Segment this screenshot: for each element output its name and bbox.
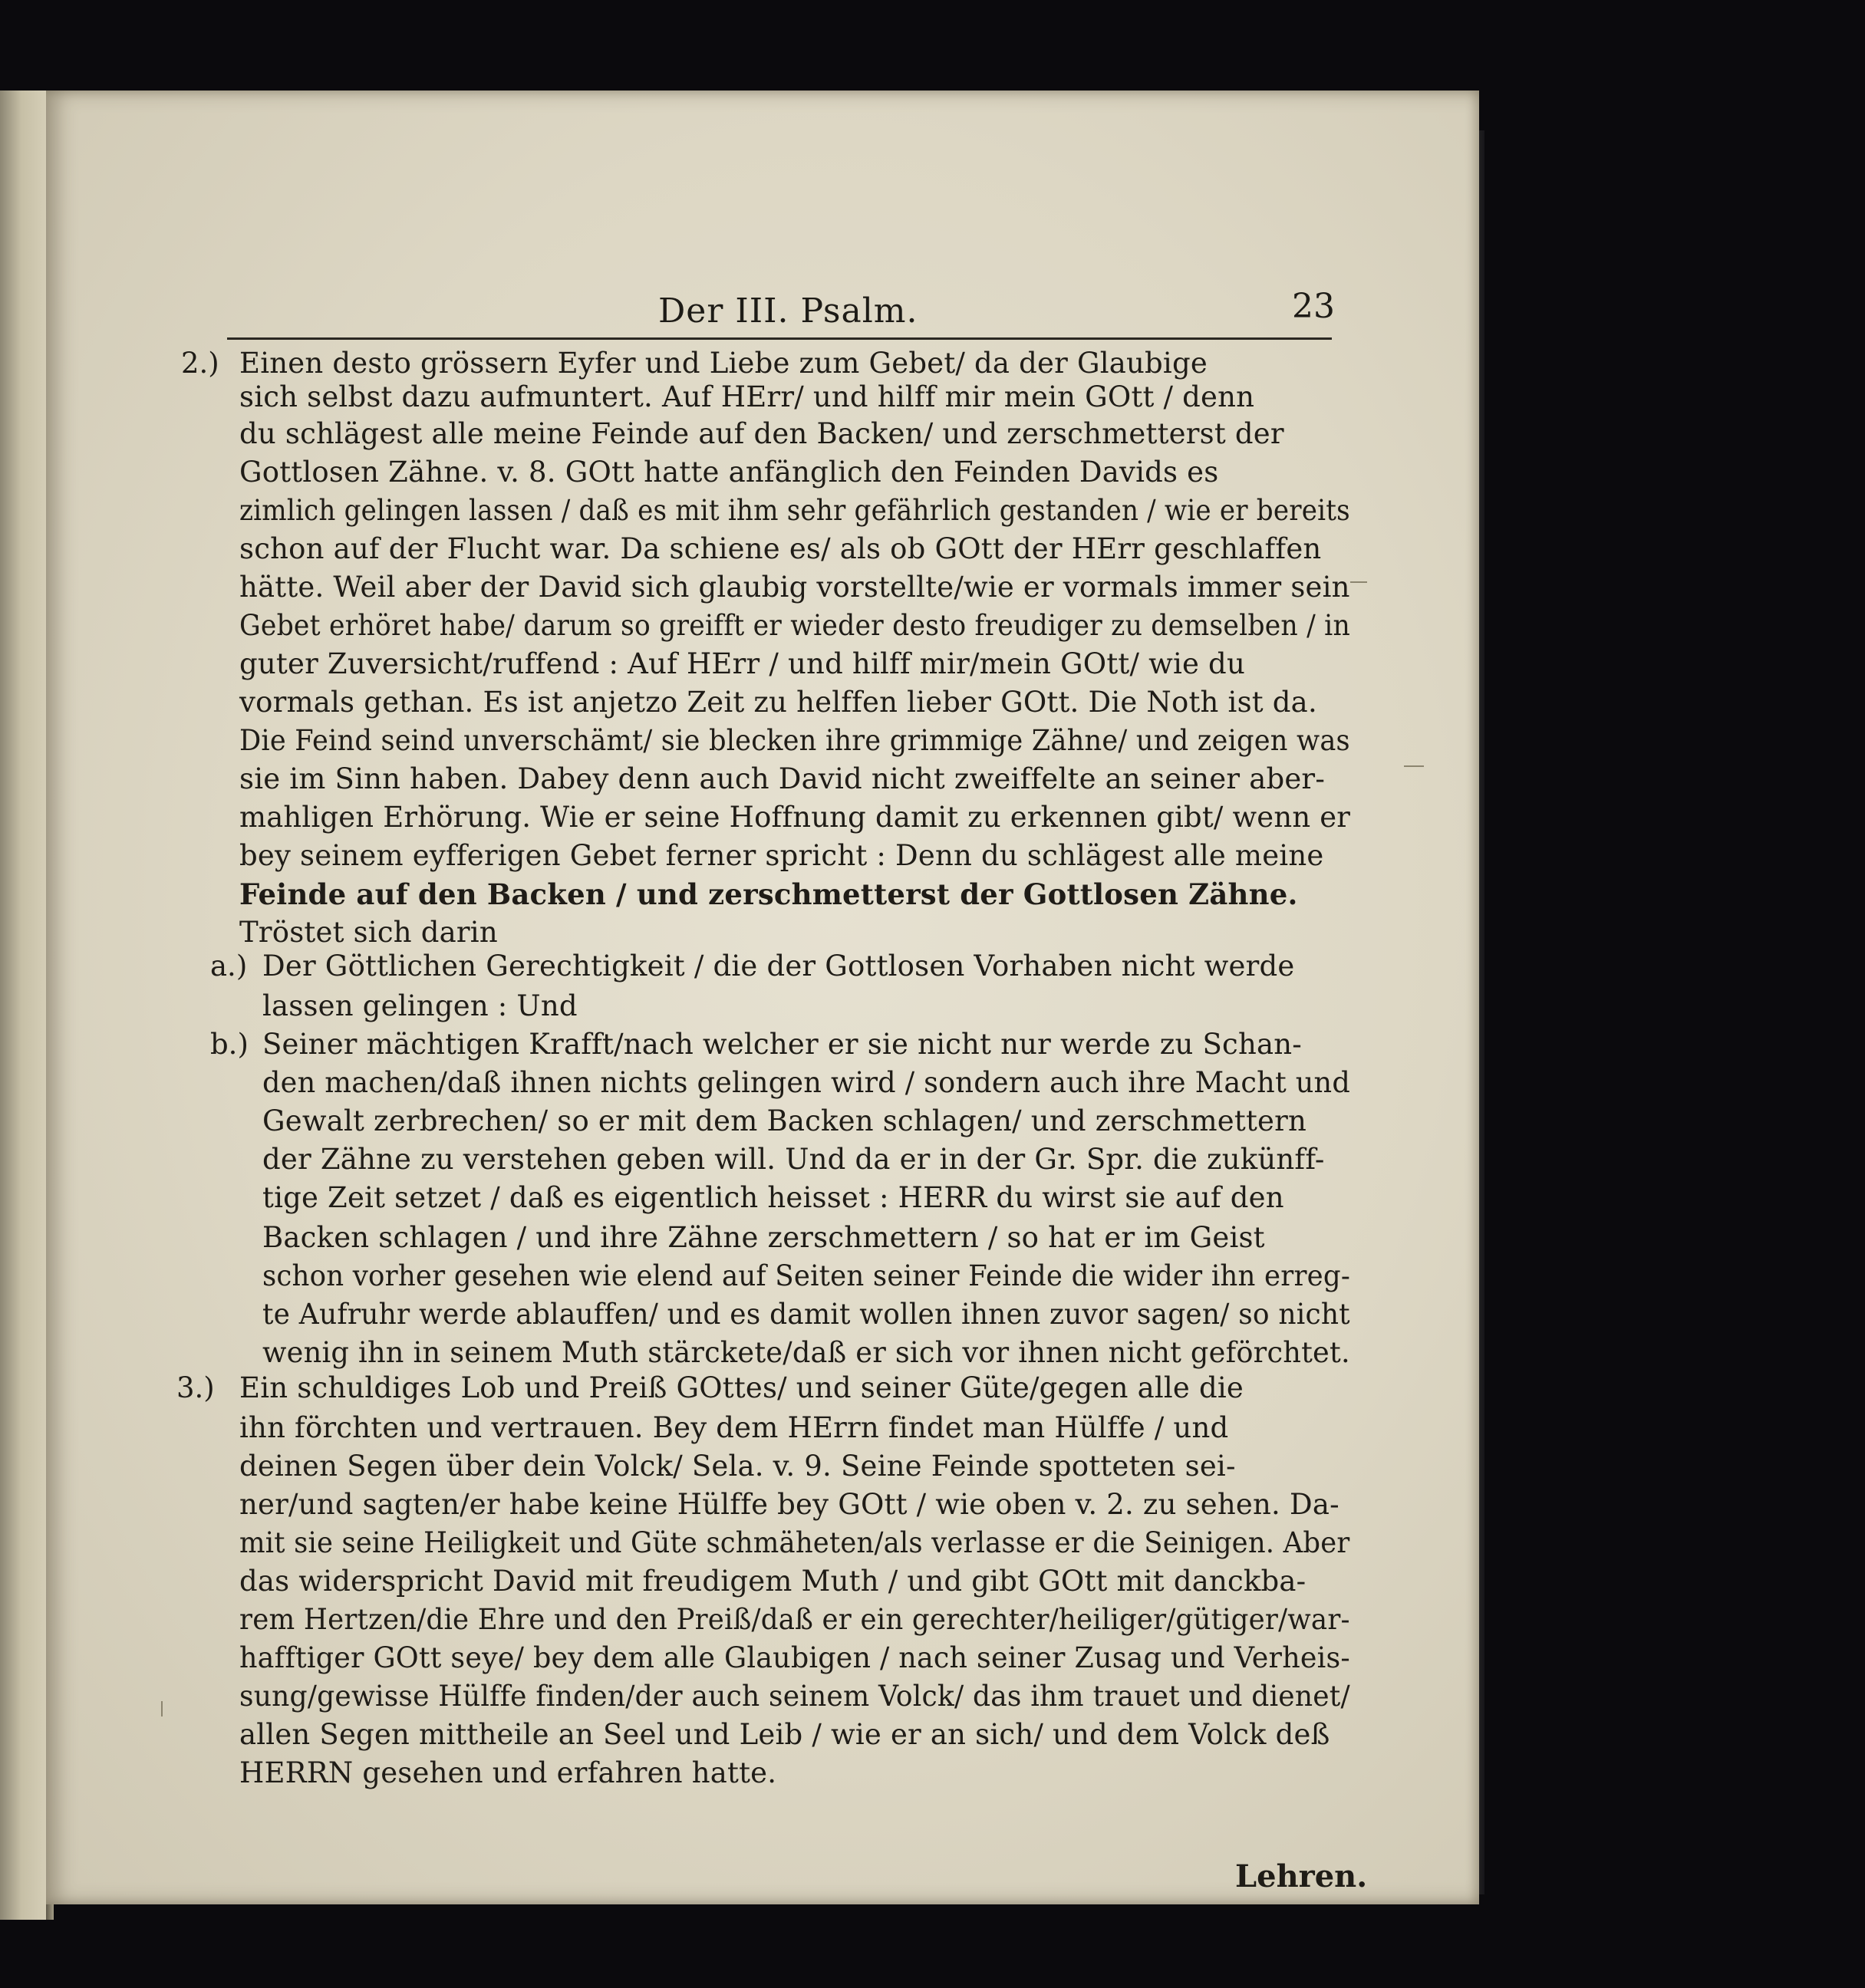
text-line: vormals gethan. Es ist anjetzo Zeit zu helffen lieber GOtt. Die Noth ist da. [239, 686, 1317, 719]
text-line: Gottlosen Zähne. v. 8. GOtt hatte anfänglich den Feinden Davids es [239, 456, 1219, 489]
text-line: sung/gewisse Hülffe finden/der auch seinem Volck/ das ihm trauet und dienet/ [239, 1680, 1350, 1713]
text-line: tige Zeit setzet / daß es eigentlich heisset : HERR du wirst sie auf den [262, 1181, 1284, 1214]
paper-speck [161, 1701, 163, 1716]
text-line: allen Segen mittheile an Seel und Leib / wie er an sich/ und dem Volck deß [239, 1718, 1330, 1751]
text-line: Gebet erhöret habe/ darum so greifft er wieder desto freudiger zu demselben / in [239, 609, 1350, 642]
text-line: den machen/daß ihnen nichts gelingen wird / sondern auch ihre Macht und [262, 1066, 1351, 1099]
text-line: du schlägest alle meine Feinde auf den Backen/ und zerschmetterst der [239, 417, 1284, 450]
text-line: zimlich gelingen lassen / daß es mit ihm sehr gefährlich gestanden / wie er bereits [239, 494, 1350, 527]
text-line: Der Göttlichen Gerechtigkeit / die der Gottlosen Vorhaben nicht werde [262, 950, 1295, 982]
page-number: 23 [1292, 287, 1335, 326]
text-line: Tröstet sich darin [239, 916, 498, 949]
subsection-marker: b.) [210, 1028, 249, 1061]
text-line: schon vorher gesehen wie elend auf Seiten seiner Feinde die wider ihn erreg- [262, 1259, 1351, 1292]
text-line: mahligen Erhörung. Wie er seine Hoffnung damit zu erkennen gibt/ wenn er [239, 801, 1351, 834]
text-line: Backen schlagen / und ihre Zähne zerschmettern / so hat er im Geist [262, 1221, 1265, 1254]
text-line: lassen gelingen : Und [262, 989, 578, 1022]
text-line: sich selbst dazu aufmuntert. Auf HErr/ und hilff mir mein GOtt / denn [239, 380, 1255, 413]
text-line: Die Feind seind unverschämt/ sie blecken ihre grimmige Zähne/ und zeigen was [239, 724, 1350, 757]
text-line: guter Zuversicht/ruffend : Auf HErr / und hilff mir/mein GOtt/ wie du [239, 647, 1245, 680]
text-line: Ein schuldiges Lob und Preiß GOttes/ und seiner Güte/gegen alle die [239, 1371, 1244, 1404]
text-line: deinen Segen über dein Volck/ Sela. v. 9. Seine Feinde spotteten sei- [239, 1450, 1236, 1483]
facing-page-edge [0, 91, 50, 1920]
text-line: Einen desto grössern Eyfer und Liebe zum Gebet/ da der Glaubige [239, 347, 1208, 380]
catchword: Lehren. [1235, 1858, 1368, 1894]
text-line: mit sie seine Heiligkeit und Güte schmäheten/als verlasse er die Seinigen. Aber [239, 1526, 1350, 1559]
text-line: hätte. Weil aber der David sich glaubig vorstellte/wie er vormals immer sein [239, 571, 1350, 604]
text-line: Gewalt zerbrechen/ so er mit dem Backen schlagen/ und zerschmettern [262, 1104, 1307, 1137]
page-header [46, 287, 1479, 337]
text-line: das widerspricht David mit freudigem Muth / und gibt GOtt mit danckba- [239, 1565, 1306, 1598]
text-line: rem Hertzen/die Ehre und den Preiß/daß er ein gerechter/heiliger/gütiger/war- [239, 1603, 1350, 1636]
text-line: hafftiger GOtt seye/ bey dem alle Glaubigen / nach seiner Zusag und Verheis- [239, 1641, 1350, 1674]
header-rule [227, 337, 1332, 340]
section-marker: 2.) [181, 347, 219, 380]
text-line: Seiner mächtigen Krafft/nach welcher er sie nicht nur werde zu Schan- [262, 1028, 1302, 1061]
paper-speck [1404, 765, 1424, 767]
text-line: sie im Sinn haben. Dabey denn auch David nicht zweiffelte an seiner aber- [239, 762, 1326, 795]
paper-speck [1350, 581, 1367, 583]
text-line: ner/und sagten/er habe keine Hülffe bey GOtt / wie oben v. 2. zu sehen. Da- [239, 1488, 1339, 1521]
book-page [46, 91, 1479, 1904]
text-line: HERRN gesehen und erfahren hatte. [239, 1756, 777, 1789]
section-marker: 3.) [176, 1371, 215, 1404]
text-line: wenig ihn in seinem Muth stärckete/daß er sich vor ihnen nicht geförchtet. [262, 1336, 1350, 1369]
text-line: te Aufruhr werde ablauffen/ und es damit wollen ihnen zuvor sagen/ so nicht [262, 1298, 1350, 1331]
running-head: Der III. Psalm. [658, 291, 918, 331]
text-line: Feinde auf den Backen / und zerschmetterst der Gottlosen Zähne. [239, 877, 1298, 911]
text-line: schon auf der Flucht war. Da schiene es/ als ob GOtt der HErr geschlaffen [239, 532, 1322, 565]
subsection-marker: a.) [210, 950, 248, 982]
text-line: ihn förchten und vertrauen. Bey dem HErrn findet man Hülffe / und [239, 1411, 1229, 1444]
text-line: der Zähne zu verstehen geben will. Und da er in der Gr. Spr. die zukünff- [262, 1143, 1325, 1176]
text-line: bey seinem eyfferigen Gebet ferner spricht : Denn du schlägest alle meine [239, 839, 1324, 872]
